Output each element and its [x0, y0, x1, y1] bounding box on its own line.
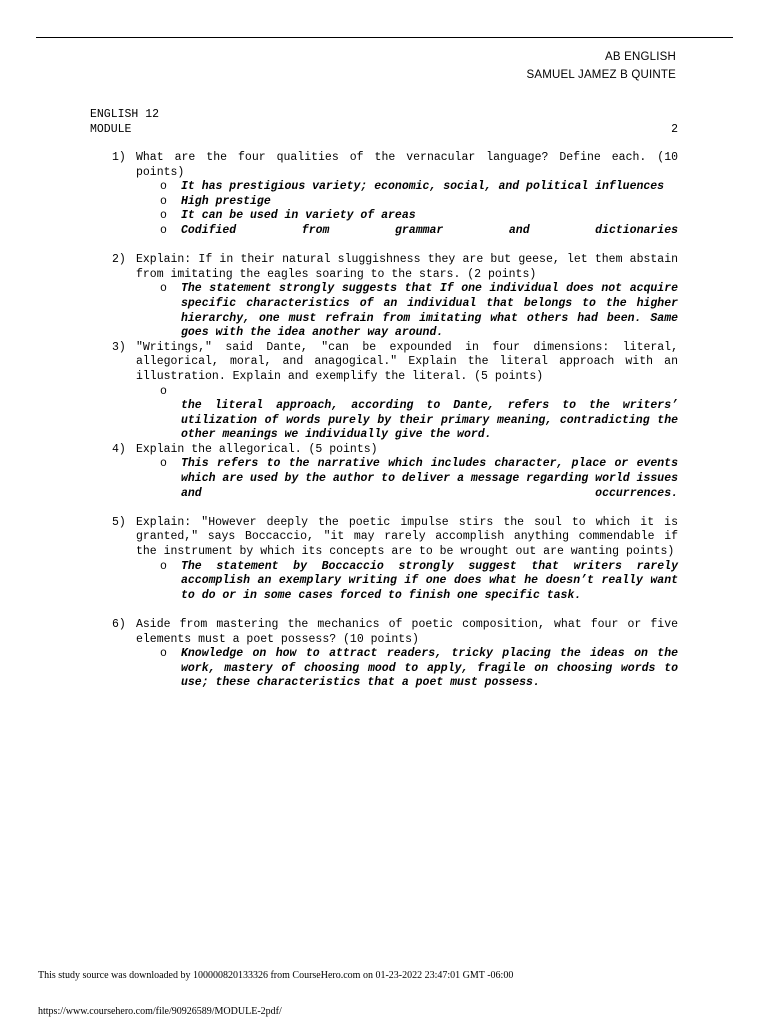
question-3: [112, 341, 678, 443]
source-url[interactable]: https://www.coursehero.com/file/90926589/MODULE-2pdf/: [38, 1006, 282, 1017]
answer-list: [136, 457, 678, 501]
question-number: 5): [112, 515, 126, 529]
bullet-icon: o: [160, 384, 167, 398]
question-number: 6): [112, 618, 126, 631]
answer-item: o The statement by Boccaccio strongly suggest that writers rarely accomplish an exemplary writing if one does what he doesn’t really want to do or in some cases forced to finish one specific task.: [160, 559, 678, 602]
question-text: Aside from mastering the mechanics of poetic composition, what four or five elements must a poet possess? (10 points): [136, 618, 678, 646]
module-label: MODULE: [90, 122, 132, 136]
header-line-1: AB ENGLISH: [604, 51, 676, 63]
question-text: Explain: "However deeply the poetic impulse stirs the soul to which it is granted," says Boccaccio, "it may rarely accomplish anything commendable if the instrument by which its concepts are to be wrought out are wanting points): [136, 515, 678, 559]
bullet-icon: o: [160, 457, 167, 471]
answer-item: o Knowledge on how to attract readers, tricky placing the ideas on the work, mastery of choosing mood to apply, fragile on choosing words to use; these characteristics that a poet must possess.: [160, 647, 678, 690]
question-number: 3): [112, 340, 126, 354]
bullet-icon: o: [160, 647, 167, 661]
question-text: "Writings," said Dante, "can be expounded in four dimensions: literal, allegorical, moral, and anagogical." Explain the literal approach with an illustration. Explain and exemplify the literal. (5 points): [136, 340, 678, 383]
answer-item: o This refers to the narrative which includes character, place or events which are used by the author to deliver a message regarding world issues and occurrences.: [160, 457, 678, 500]
bullet-icon: o: [160, 223, 167, 237]
bullet-icon: o: [160, 559, 167, 573]
answer-item: o It has prestigious variety; economic, social, and political influences: [160, 180, 665, 194]
bullet-icon: o: [160, 180, 167, 194]
answer-item: o High prestige: [160, 194, 271, 208]
answer-list: [136, 385, 678, 443]
answer-item: o the literal approach, according to Dante, refers to the writers’ utilization of words purely by their primary meaning, contradicting the other meanings we individually give the word.: [160, 384, 678, 442]
answer-item: o Codified from grammar and dictionaries: [160, 223, 678, 237]
question-text: Explain the allegorical. (5 points): [136, 442, 378, 456]
header-line-2: SAMUEL JAMEZ B QUINTE: [526, 69, 676, 81]
module-number: 2: [671, 122, 678, 136]
question-number: 4): [112, 442, 126, 456]
course-title: ENGLISH 12: [90, 108, 160, 121]
bullet-icon: o: [160, 194, 167, 208]
question-4: [112, 443, 678, 501]
question-6: [112, 618, 678, 691]
question-text: Explain: If in their natural sluggishness they are but geese, let them abstain from imitating the eagles soaring to the stars. (2 points): [136, 253, 678, 281]
bullet-icon: o: [160, 209, 167, 223]
bullet-icon: o: [160, 282, 167, 296]
question-5: [112, 516, 678, 604]
question-2: [112, 253, 678, 341]
question-list: [112, 151, 678, 691]
answer-item: o The statement strongly suggests that If one individual does not acquire specific characteristics of an individual that belongs to the higher hierarchy, one must refrain from imitating what others had been. Same goes with the idea another way around.: [160, 282, 678, 340]
question-number: 2): [112, 253, 126, 267]
answer-item: o It can be used in variety of areas: [160, 209, 416, 223]
answer-list: [136, 560, 678, 604]
header-block: [527, 48, 676, 84]
answer-list: [136, 647, 678, 691]
answer-list: [136, 180, 678, 238]
download-notice: This study source was downloaded by 100000820133326 from CourseHero.com on 01-23-2022 23:47:01 GMT -06:00: [38, 970, 514, 981]
answer-list: [136, 282, 678, 340]
question-text: What are the four qualities of the vernacular language? Define each. (10 points): [136, 151, 678, 179]
question-number: 1): [112, 151, 126, 164]
course-heading: [90, 108, 678, 137]
question-1: [112, 151, 678, 239]
top-rule: [36, 37, 733, 38]
